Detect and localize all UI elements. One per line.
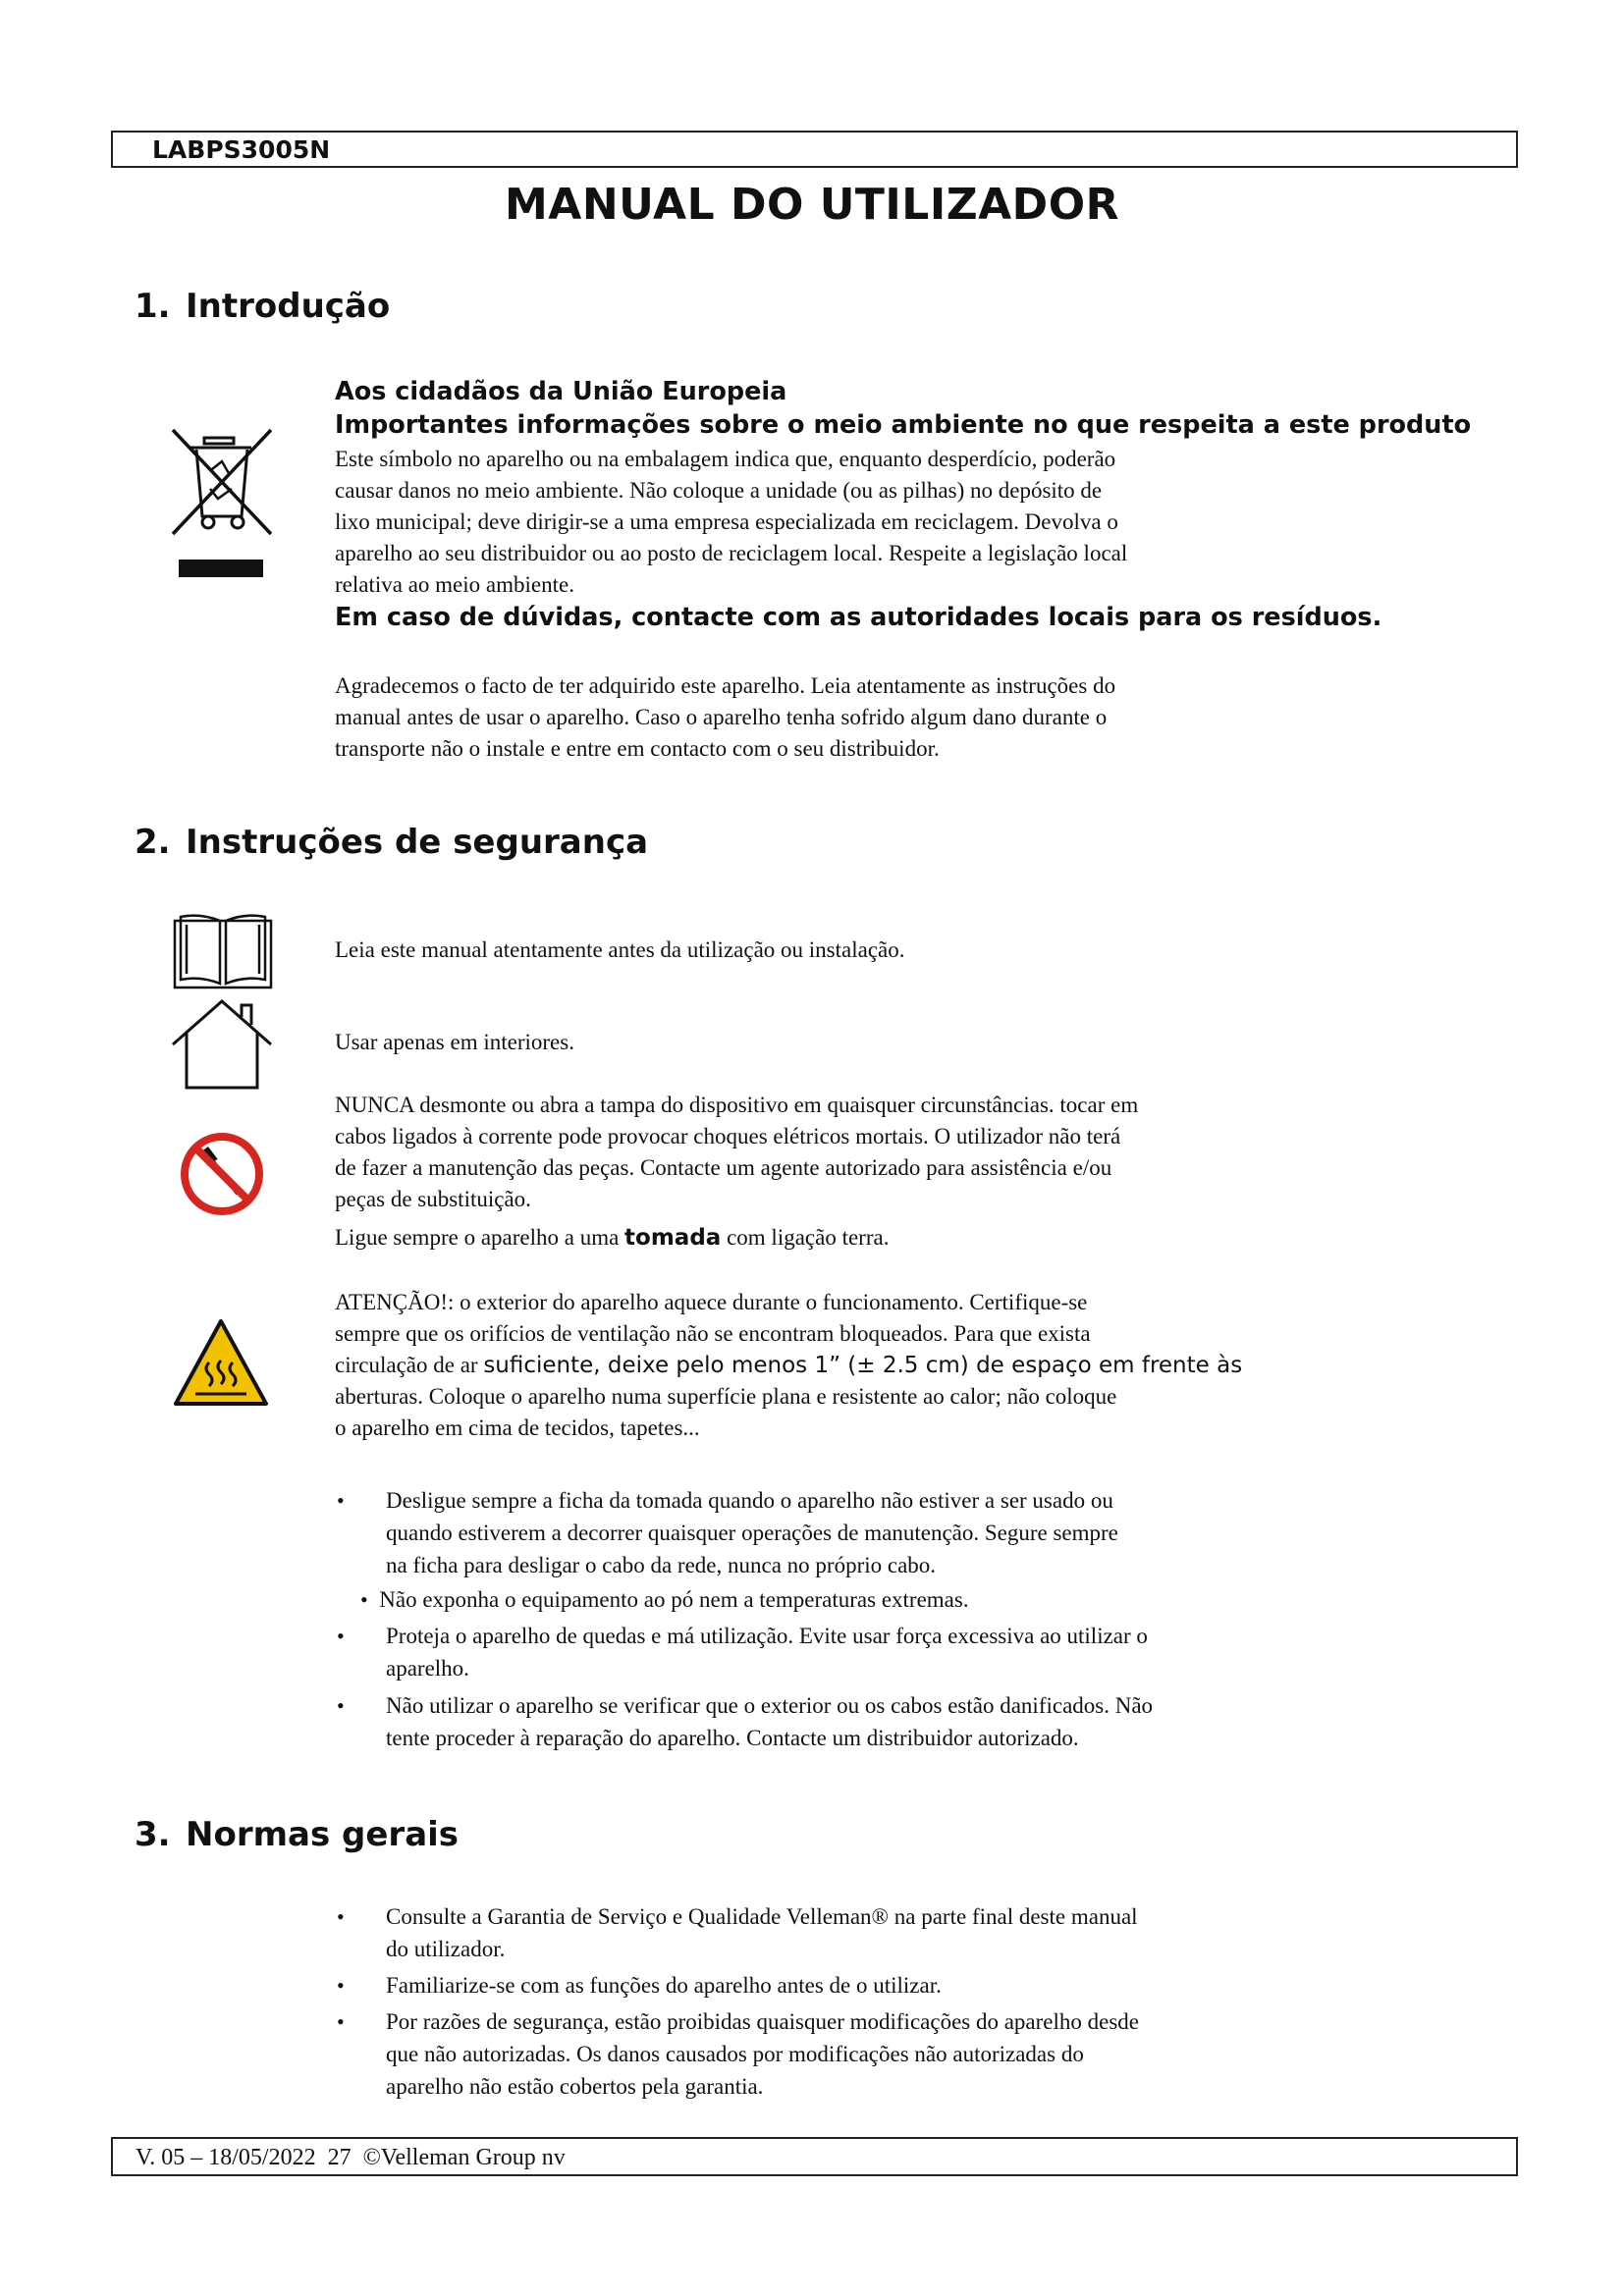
section-title: Instruções de segurança bbox=[186, 823, 649, 862]
do-not-open-prohibition-icon bbox=[179, 1131, 265, 1217]
indoor-house-icon bbox=[169, 997, 275, 1092]
document-title: MANUAL DO UTILIZADOR bbox=[505, 180, 1119, 230]
environment-heading: Importantes informações sobre o meio ambiente no que respeita a este produto bbox=[335, 410, 1472, 440]
section-number: 3. bbox=[135, 1815, 171, 1854]
section-number: 2. bbox=[135, 823, 171, 862]
section-title: Introdução bbox=[186, 287, 391, 326]
hot-surface-warning-icon bbox=[172, 1317, 270, 1410]
weee-paragraph: Este símbolo no aparelho ou na embalagem indica que, enquanto desperdício, poderão causar danos no meio ambiente. Não coloque a unidade (ou as pilhas) no depósito de lixo municipal; deve dirigir-se a uma empresa especializada em reciclagem. Devolva o aparelho ao seu distribuidor ou ao posto de reciclagem local. Respeite a legislação local relativa ao meio ambiente. bbox=[335, 447, 1128, 597]
read-manual-text: Leia este manual atentamente antes da utilização ou instalação. bbox=[335, 937, 905, 962]
footer-version-text: V. 05 – 18/05/2022 27 ©Velleman Group nv bbox=[135, 2145, 566, 2170]
section-heading-general bbox=[135, 1815, 459, 1854]
doubts-notice: Em caso de dúvidas, contacte com as autoridades locais para os resíduos. bbox=[335, 603, 1382, 632]
eu-citizens-heading: Aos cidadãos da União Europeia bbox=[335, 377, 787, 406]
indoor-text: Usar apenas em interiores. bbox=[335, 1030, 574, 1054]
ground-socket-paragraph: Ligue sempre o aparelho a uma tomada com ligação terra. bbox=[335, 1225, 890, 1251]
footer-box bbox=[111, 2137, 1518, 2176]
wheelie-bin-crossed-icon bbox=[167, 426, 277, 583]
section-number: 1. bbox=[135, 287, 171, 326]
never-open-paragraph: NUNCA desmonte ou abra a tampa do dispositivo em quaisquer circunstâncias. tocar em cabos ligados à corrente pode provocar choques elétricos mortais. O utilizador não terá de fazer a manutenção das peças. Contacte um agente autorizado para assistência e/ou peças de substituição. bbox=[335, 1093, 1139, 1211]
hot-surface-paragraph: ATENÇÃO!: o exterior do aparelho aquece durante o funcionamento. Certifique-se sempre que os orifícios de ventilação não se encontram bloqueados. Para que exista circulação de ar suficiente, deixe pelo menos 1” (± 2.5 cm) de espaço em frente às aberturas. Coloque o aparelho numa superfície plana e resistente ao calor; não coloque o aparelho em cima de tecidos, tapetes... bbox=[335, 1290, 1243, 1440]
section-title: Normas gerais bbox=[186, 1815, 460, 1854]
thanks-paragraph: Agradecemos o facto de ter adquirido este aparelho. Leia atentamente as instruções do manual antes de usar o aparelho. Caso o aparelho tenha sofrido algum dano durante o transporte não o instale e entre em contacto com o seu distribuidor. bbox=[335, 673, 1116, 761]
section-heading-safety bbox=[135, 823, 648, 862]
section-heading-introduction bbox=[135, 287, 390, 326]
read-manual-book-icon bbox=[173, 913, 273, 991]
model-number: LABPS3005N bbox=[152, 135, 331, 164]
header-box bbox=[111, 131, 1518, 168]
